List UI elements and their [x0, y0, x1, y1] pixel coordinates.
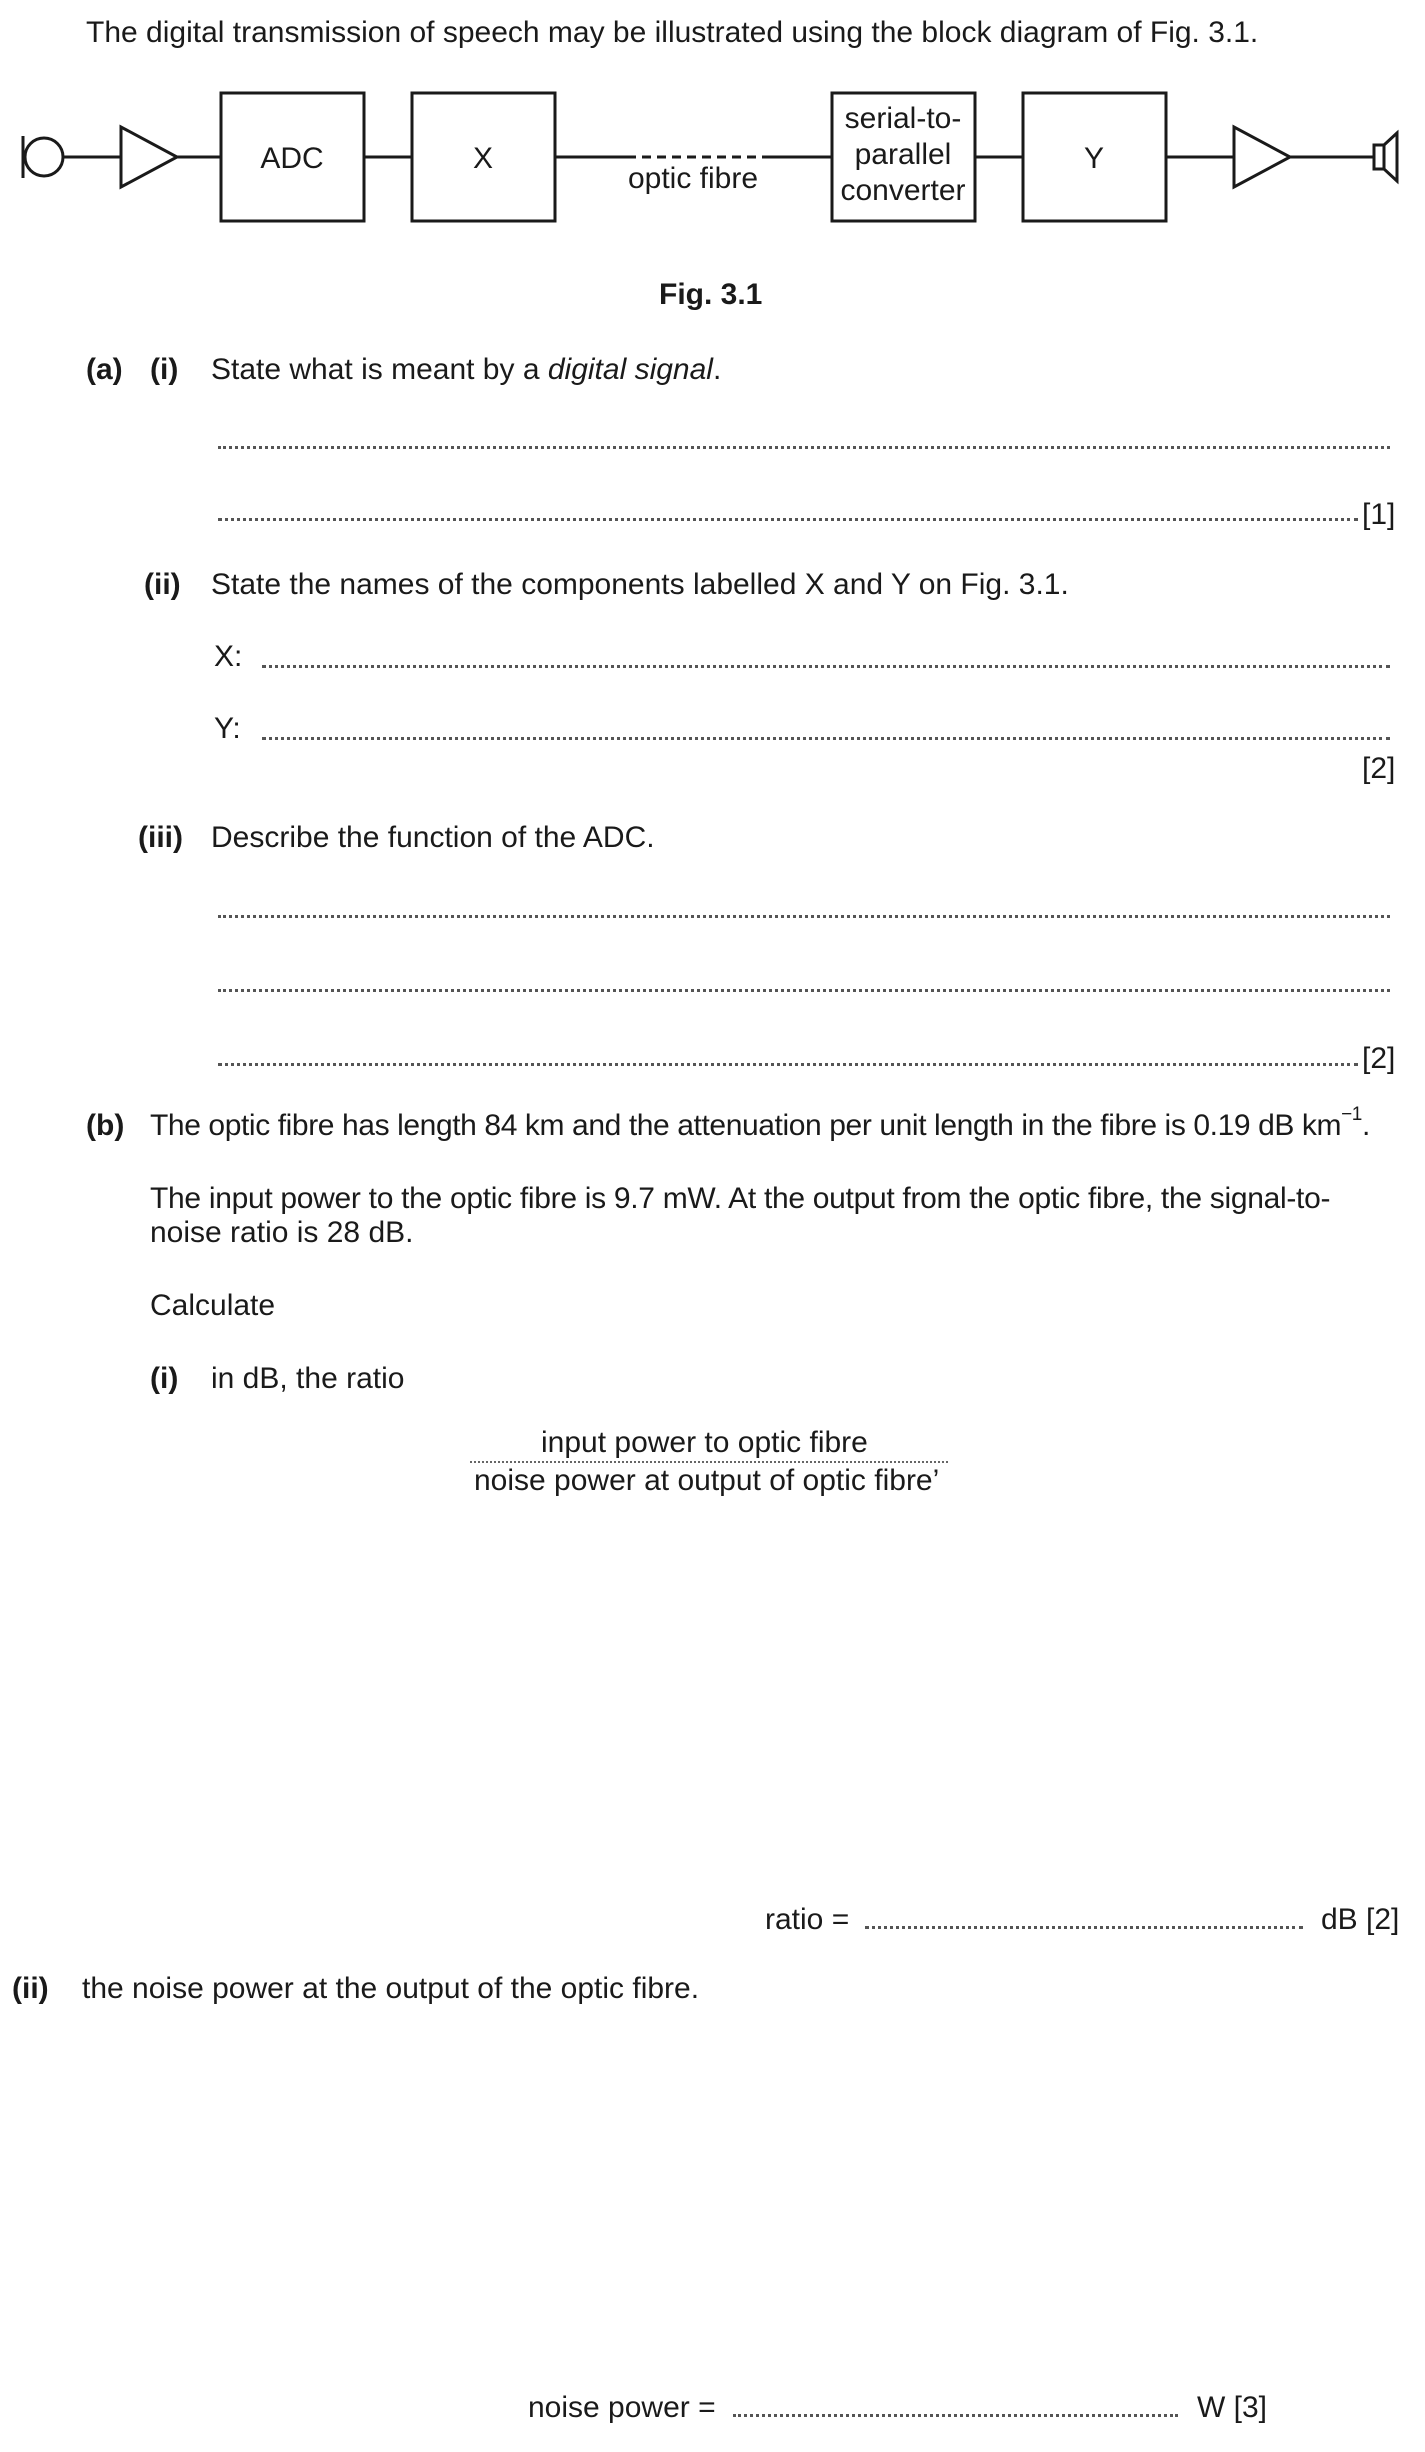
marks-a-i: [1]: [1362, 498, 1396, 531]
part-a-ii-question: State the names of the components labelled X and Y on Fig. 3.1.: [211, 568, 1069, 601]
figure-caption: Fig. 3.1: [659, 278, 763, 311]
answer-line-a-i-2[interactable]: [218, 518, 1358, 521]
noise-power-answer-line[interactable]: [733, 2414, 1178, 2417]
adc-label: ADC: [260, 142, 324, 175]
y-prompt: Y:: [214, 712, 241, 745]
part-b-para2-line1: The input power to the optic fibre is 9.7 mW. At the output from the optic fibre, the signal-to-: [150, 1182, 1331, 1215]
part-a-iii-label: (iii): [138, 821, 183, 854]
marks-a-iii: [2]: [1362, 1042, 1396, 1075]
answer-line-a-iii-2[interactable]: [218, 989, 1390, 992]
fraction-bar: [470, 1461, 948, 1463]
y-label: Y: [1083, 142, 1105, 175]
part-a-label: (a): [86, 353, 123, 386]
part-b-para2-line2: noise ratio is 28 dB.: [150, 1216, 414, 1249]
part-b-ii-label: (ii): [12, 1972, 49, 2005]
answer-line-y[interactable]: [262, 737, 1390, 740]
optic-fibre-label: optic fibre: [627, 162, 759, 195]
x-prompt: X:: [214, 640, 243, 673]
stp-label-line1: serial-to-: [844, 102, 962, 135]
ratio-answer-line[interactable]: [865, 1926, 1303, 1929]
noise-power-prompt: noise power =: [528, 2391, 716, 2424]
stp-label-line2: parallel: [854, 138, 952, 171]
answer-line-a-iii-1[interactable]: [218, 915, 1390, 918]
amplifier-2-icon: [1234, 127, 1290, 187]
marks-a-ii: [2]: [1362, 752, 1396, 785]
loudspeaker-icon: [1374, 133, 1397, 181]
ratio-prompt: ratio =: [765, 1903, 850, 1936]
answer-line-x[interactable]: [262, 665, 1390, 668]
part-a-i-label: (i): [150, 353, 179, 386]
part-b-label: (b): [86, 1109, 125, 1142]
answer-line-a-i-1[interactable]: [218, 446, 1390, 449]
intro-text: The digital transmission of speech may be illustrated using the block diagram of Fig. 3.1.: [86, 16, 1259, 49]
part-b-line1: The optic fibre has length 84 km and the attenuation per unit length in the fibre is 0.19 dB $km^{-1}$.: [150, 1104, 1370, 1142]
part-a-ii-label: (ii): [144, 568, 181, 601]
part-b-ii-question: the noise power at the output of the optic fibre.: [82, 1972, 700, 2005]
part-b-i-question: in dB, the ratio: [211, 1362, 405, 1395]
calculate-text: Calculate: [150, 1289, 276, 1322]
ratio-denominator: noise power at output of optic fibre’: [474, 1464, 940, 1497]
stp-label-line3: converter: [840, 174, 966, 207]
answer-line-a-iii-3[interactable]: [218, 1063, 1358, 1066]
x-label: X: [472, 142, 494, 175]
amplifier-1-icon: [121, 127, 177, 187]
noise-power-unit-marks: W [3]: [1197, 2391, 1268, 2424]
ratio-numerator: input power to optic fibre: [541, 1426, 868, 1459]
microphone-icon: [25, 138, 63, 176]
part-b-i-label: (i): [150, 1362, 179, 1395]
ratio-unit-marks: dB [2]: [1321, 1903, 1400, 1936]
part-a-iii-question: Describe the function of the ADC.: [211, 821, 655, 854]
part-a-i-question: State what is meant by a digital signal.: [211, 353, 722, 386]
